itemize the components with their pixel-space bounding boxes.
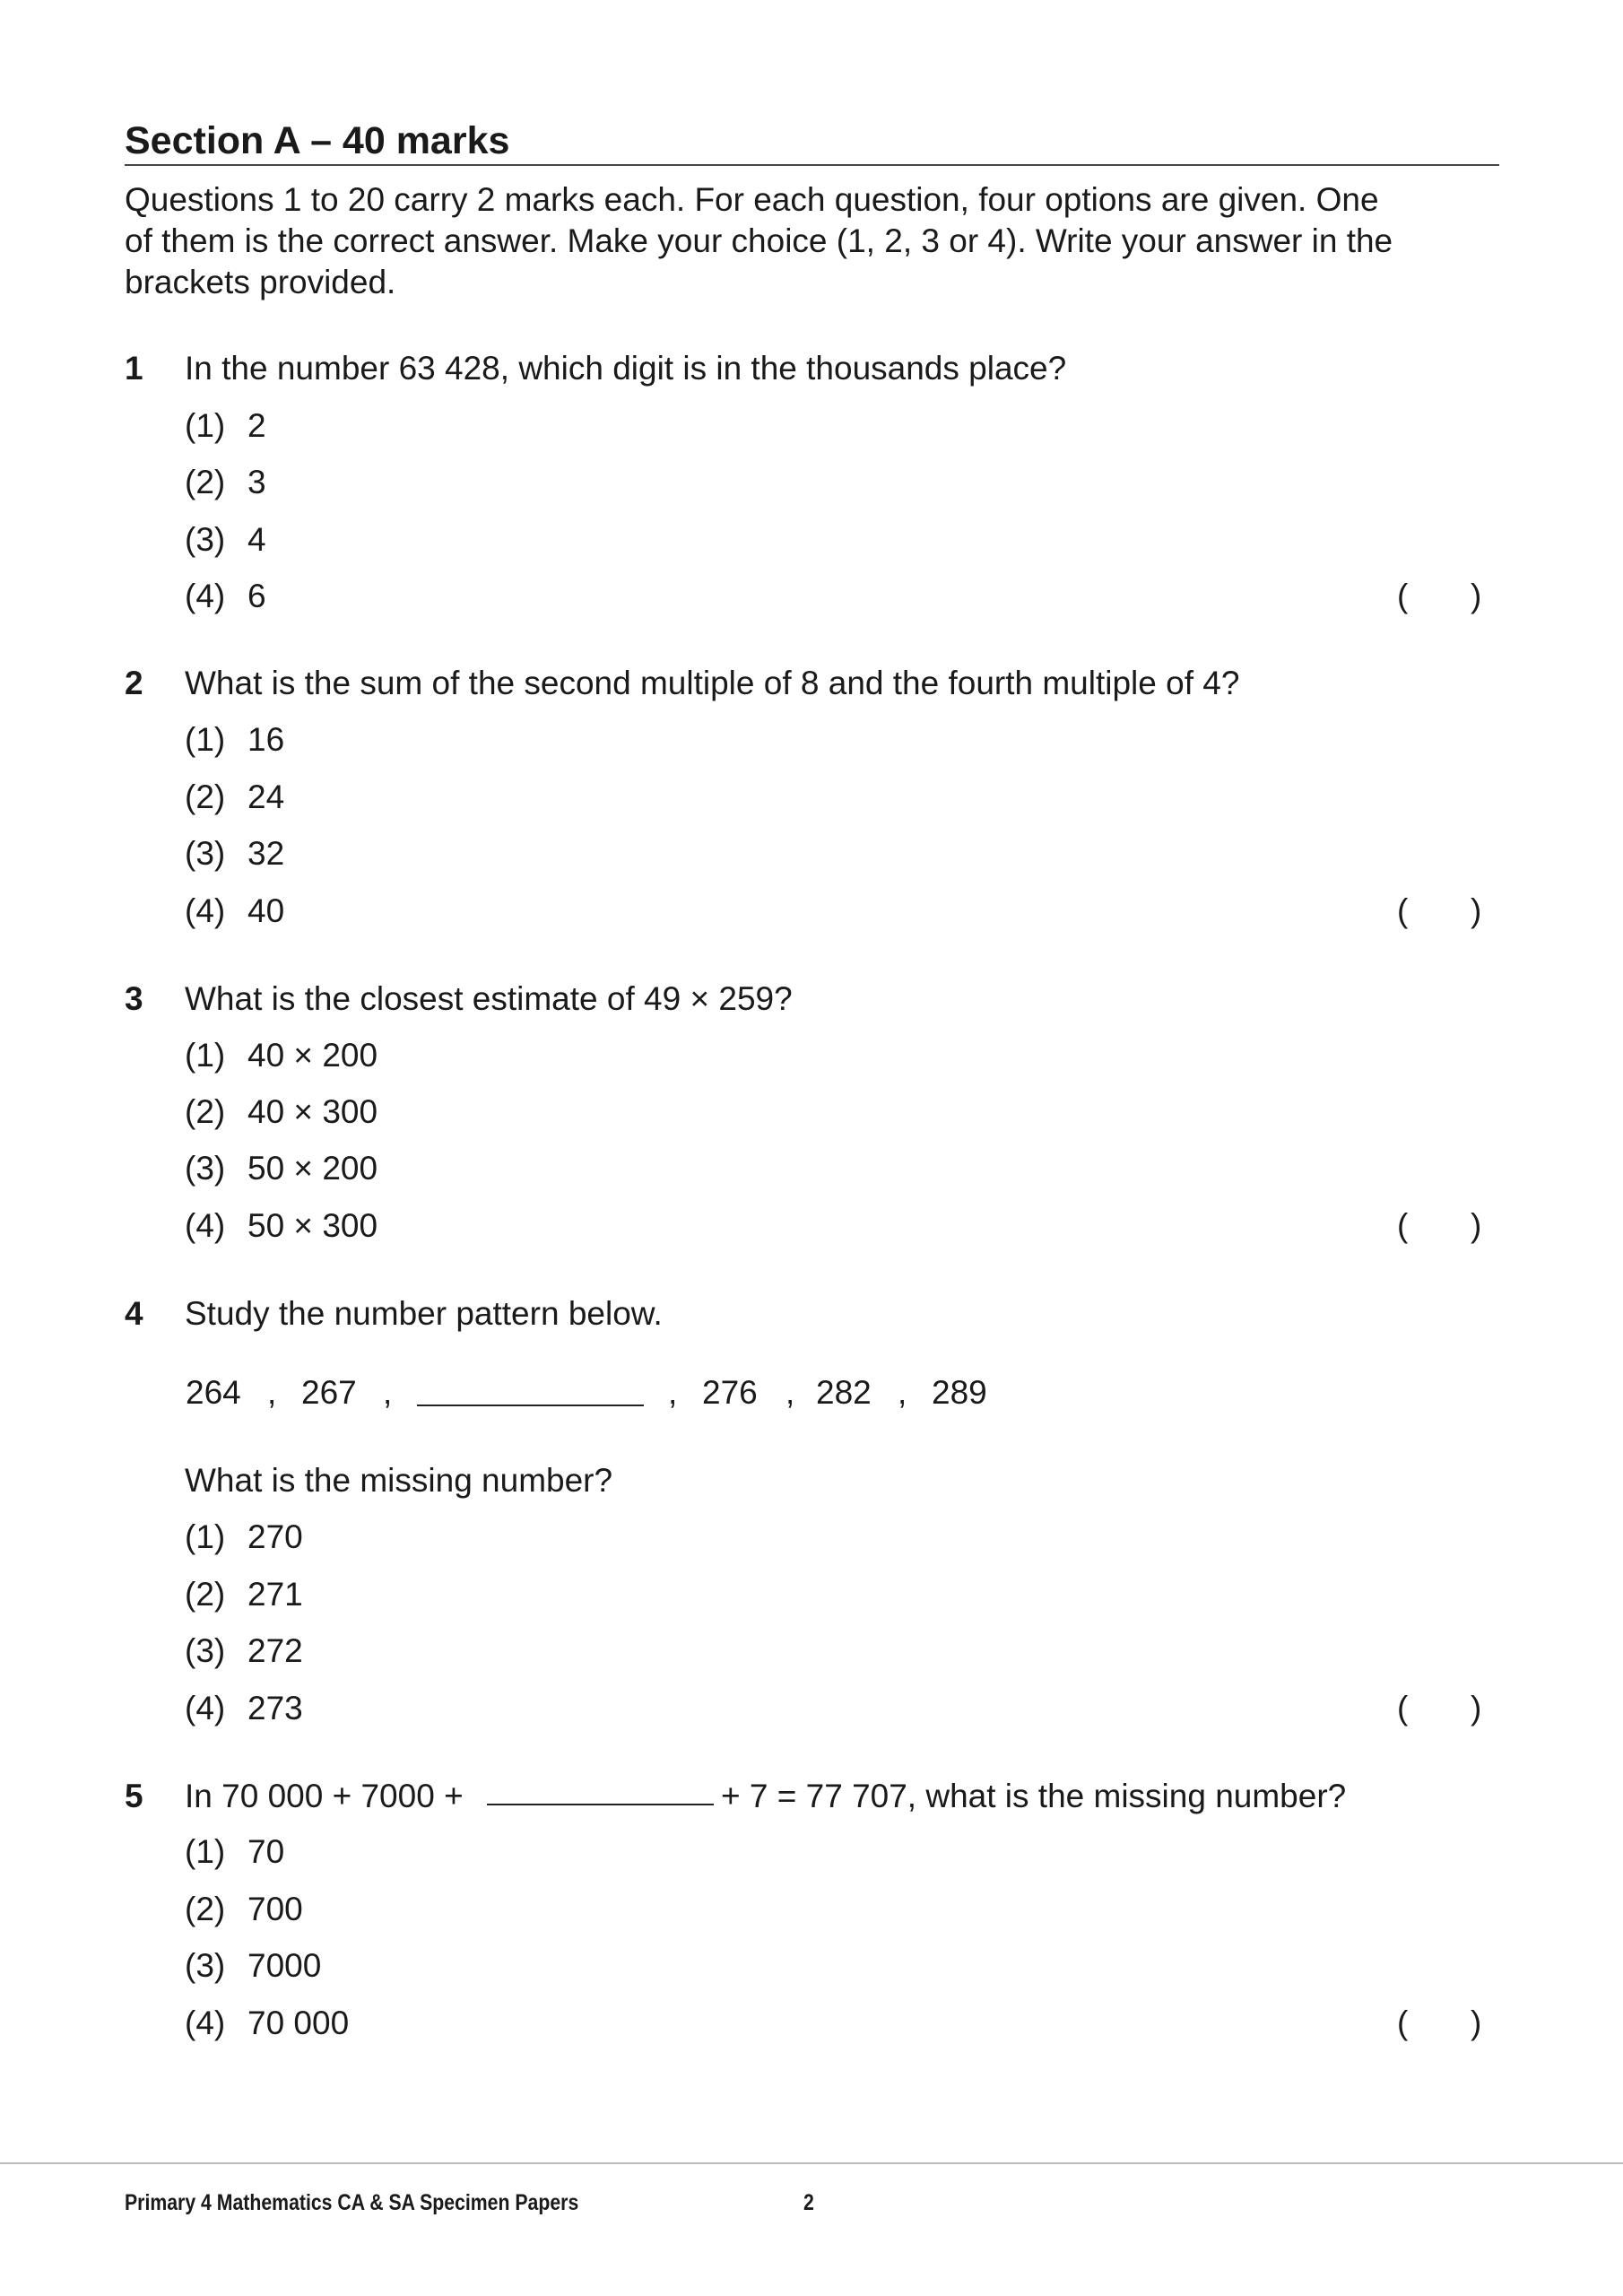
pattern-item: , [785,1374,795,1411]
option-value: 7000 [247,1947,322,1984]
pattern-item: 289 [932,1374,987,1411]
option-number: (2) [185,1093,226,1130]
question-text: What is the sum of the second multiple of 8 and the fourth multiple of 4? [185,665,1240,701]
question-text: What is the closest estimate of 49 × 259? [185,980,793,1017]
answer-bracket-open[interactable]: ( [1397,578,1409,614]
option-number: (2) [185,1576,226,1613]
missing-number-blank[interactable] [487,1804,714,1805]
page-number: 2 [803,2190,814,2215]
instructions-line: Questions 1 to 20 carry 2 marks each. For each question, four options are given. One [125,181,1379,218]
option-number: (3) [185,835,226,872]
option-value: 70 000 [247,2005,350,2041]
option-number: (1) [185,407,226,444]
answer-bracket-close[interactable]: ) [1471,578,1482,614]
option-value: 50 × 200 [247,1150,378,1187]
pattern-item: , [668,1374,678,1411]
pattern-item: 267 [301,1374,357,1411]
option-number: (4) [185,1207,226,1244]
question-number: 4 [125,1295,143,1332]
option-value: 4 [247,521,266,558]
option-value: 272 [247,1632,303,1669]
pattern-item: 282 [816,1374,872,1411]
question-text: In the number 63 428, which digit is in the thousands place? [185,350,1067,387]
section-title: Section A – 40 marks [125,119,510,162]
answer-bracket-open[interactable]: ( [1397,2005,1409,2041]
option-value: 40 × 300 [247,1093,378,1130]
question-text: + 7 = 77 707, what is the missing number? [721,1778,1347,1814]
option-number: (4) [185,1690,226,1726]
option-value: 271 [247,1576,303,1613]
option-value: 40 [247,892,285,929]
option-value: 16 [247,721,285,758]
question-number: 2 [125,665,143,701]
option-number: (4) [185,892,226,929]
option-value: 273 [247,1690,303,1726]
option-value: 40 × 200 [247,1037,378,1074]
option-number: (3) [185,1632,226,1669]
option-number: (1) [185,1037,226,1074]
answer-bracket-open[interactable]: ( [1397,892,1409,929]
option-number: (4) [185,578,226,614]
question-subtext: What is the missing number? [185,1462,613,1499]
question-text: In 70 000 + 7000 + [185,1778,464,1814]
option-value: 24 [247,778,285,815]
option-number: (1) [185,1833,226,1870]
option-value: 32 [247,835,285,872]
instructions-line: of them is the correct answer. Make your choice (1, 2, 3 or 4). Write your answer in the [125,222,1393,259]
option-value: 50 × 300 [247,1207,378,1244]
answer-bracket-close[interactable]: ) [1471,1690,1482,1726]
question-text: Study the number pattern below. [185,1295,663,1332]
question-number: 3 [125,980,143,1017]
option-number: (2) [185,464,226,500]
option-value: 6 [247,578,266,614]
option-number: (1) [185,1518,226,1555]
option-number: (3) [185,1947,226,1984]
answer-bracket-close[interactable]: ) [1471,892,1482,929]
option-number: (1) [185,721,226,758]
answer-bracket-close[interactable]: ) [1471,2005,1482,2041]
option-value: 700 [247,1891,303,1927]
question-number: 1 [125,350,143,387]
pattern-item: 264 [186,1374,241,1411]
footer-divider [0,2162,1623,2164]
question-number: 5 [125,1778,143,1814]
option-value: 3 [247,464,266,500]
answer-bracket-open[interactable]: ( [1397,1690,1409,1726]
pattern-item: , [267,1374,277,1411]
option-value: 2 [247,407,266,444]
instructions-line: brackets provided. [125,264,396,300]
pattern-blank[interactable] [417,1405,644,1406]
option-number: (3) [185,521,226,558]
option-number: (2) [185,778,226,815]
pattern-item: , [898,1374,907,1411]
option-value: 270 [247,1518,303,1555]
footer-title: Primary 4 Mathematics CA & SA Specimen Papers [125,2190,579,2215]
section-divider [125,164,1499,166]
option-value: 70 [247,1833,285,1870]
answer-bracket-open[interactable]: ( [1397,1207,1409,1244]
option-number: (2) [185,1891,226,1927]
option-number: (3) [185,1150,226,1187]
answer-bracket-close[interactable]: ) [1471,1207,1482,1244]
option-number: (4) [185,2005,226,2041]
pattern-item: , [383,1374,393,1411]
pattern-item: 276 [702,1374,758,1411]
